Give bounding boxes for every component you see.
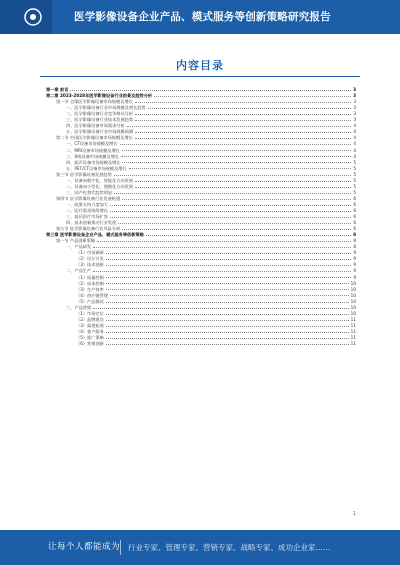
toc-leader-dots [106,277,352,278]
toc-entry-text: 一、医学影像设备行业市场规模及增长趋势 [66,105,146,111]
toc-entry-page: 11 [350,322,356,328]
toc-entry-page: 5 [353,189,356,195]
toc-entry-page: 10 [350,304,356,310]
toc-leader-dots [70,90,351,91]
toc-leader-dots [106,338,349,339]
toc-entry-text: （2）成本控制 [76,280,104,286]
toc-leader-dots [122,162,351,163]
toc-entry-text: 四、超声设备市场规模及增长 [66,159,121,165]
toc-entry-text: 三、基层医疗市场扩容 [66,214,108,220]
toc-entry-text: （6）营销创新 [76,341,104,347]
toc-leader-dots [120,144,352,145]
toc-leader-dots [93,308,349,309]
toc-entry-text: 三、X线设备市场规模及增长 [66,153,120,159]
toc-leader-dots [135,181,351,182]
toc-leader-dots [110,217,351,218]
toc-leader-dots [106,302,349,303]
toc-entry-text: （1）市场调研 [76,250,104,256]
toc-entry-text: （4）供应链管理 [76,292,108,298]
toc-entry-text: （5）推广策略 [76,334,104,340]
toc-entry-text: 第三章 医学影像设备企业产品、模式服务等创新策略 [46,232,144,238]
toc-entry[interactable] [46,340,356,346]
toc-entry-page: 10 [350,280,356,286]
toc-entry-text: （2）设计开发 [76,256,104,262]
toc-entry-page: 6 [353,220,356,226]
toc-entry-text: （3）渠道拓展 [76,322,104,328]
title-divider [40,76,360,77]
toc-entry-page: 3 [353,93,356,99]
toc-entry-text: 二、产品生产 [66,268,92,274]
toc-leader-dots [106,344,349,345]
footer-tagline: 行业专家、管理专家、营销专家、战略专家、成功企业家…… [128,543,331,552]
toc-leader-dots [135,114,351,115]
toc-entry-page: 3 [353,105,356,111]
toc-leader-dots [110,211,351,212]
toc-entry-text: 一、政策支持力度加大 [66,201,108,207]
logo-icon [24,8,42,26]
toc-leader-dots [114,175,352,176]
toc-leader-dots [106,289,349,290]
toc-entry-text: 三、医学影像设备行业技术发展趋势 [66,117,134,123]
toc-entry-page: 8 [353,232,356,238]
table-of-contents [46,86,356,346]
toc-leader-dots [135,120,351,121]
toc-title: 内容目录 [176,59,224,72]
toc-leader-dots [135,138,352,139]
toc-entry-page: 5 [353,165,356,171]
toc-entry-page: 6 [353,207,356,213]
header-bar [0,0,400,34]
toc-leader-dots [93,247,351,248]
toc-leader-dots [129,168,352,169]
toc-entry-page: 9 [353,256,356,262]
toc-leader-dots [106,253,352,254]
toc-entry-page: 10 [350,292,356,298]
toc-entry-page: 5 [353,171,356,177]
toc-entry-page: 11 [350,328,356,334]
toc-entry-text: 第二节 中国医学影像设备市场规模及增长 [56,135,133,141]
toc-leader-dots [121,156,351,157]
toc-entry-page: 9 [353,262,356,268]
toc-entry-page: 4 [353,153,356,159]
toc-entry-page: 10 [350,310,356,316]
toc-leader-dots [146,235,351,236]
toc-leader-dots [106,265,352,266]
toc-entry-page: 4 [353,129,356,135]
toc-leader-dots [154,96,351,97]
page-number: 1 [352,511,356,517]
toc-leader-dots [148,108,352,109]
toc-entry-text: 第三节 医学影像设备发展趋势 [56,171,112,177]
toc-entry-page: 5 [353,183,356,189]
toc-entry-text: 第五节 医学影像设备行业风险分析 [56,226,121,232]
toc-entry-text: （1）市场定位 [76,310,104,316]
toc-entry-page: 6 [353,195,356,201]
toc-entry-text: 一、产品研发 [66,244,92,250]
toc-entry-text: 第四节 医学影像设备行业发展机遇 [56,195,121,201]
toc-entry-page: 10 [350,298,356,304]
toc-entry-text: 二、MRI设备市场规模及增长 [66,147,120,153]
toc-entry-page: 8 [353,244,356,250]
toc-entry-page: 3 [353,87,356,93]
toc-leader-dots [118,223,351,224]
toc-entry-text: 二、医学影像设备行业竞争格局分析 [66,111,134,117]
toc-entry-text: 二、设备向小型化、便携化方向发展 [66,183,134,189]
footer-bar [0,530,400,565]
toc-entry-text: 一、设备向数字化、智能化方向发展 [66,177,134,183]
toc-entry-page: 3 [353,99,356,105]
toc-entry-page: 6 [353,226,356,232]
toc-entry-text: 三、国产化替代趋势明显 [66,189,113,195]
toc-entry-text: 一、CT设备市场规模及增长 [66,141,118,147]
toc-entry-page: 4 [353,147,356,153]
toc-entry-page: 10 [350,286,356,292]
toc-entry-page: 9 [353,250,356,256]
toc-entry-page: 11 [350,316,356,322]
toc-entry-text: 第一章 前言 [46,87,69,93]
toc-entry-page: 4 [353,141,356,147]
toc-leader-dots [122,150,352,151]
toc-leader-dots [106,320,349,321]
toc-leader-dots [122,229,351,230]
toc-leader-dots [106,283,349,284]
toc-entry-page: 6 [353,201,356,207]
toc-entry-text: （1）质量控制 [76,274,104,280]
toc-entry-text: （3）技术创新 [76,262,104,268]
toc-entry-text: （3）生产效率 [76,286,104,292]
toc-leader-dots [110,205,351,206]
toc-leader-dots [106,259,352,260]
toc-entry-text: （2）品牌建设 [76,316,104,322]
toc-entry-text: 第二章 2023-2028年医学影像设备行业前景及趋势分析 [46,93,153,99]
toc-entry-page: 9 [353,268,356,274]
toc-entry-page: 3 [353,117,356,123]
toc-entry-text: （4）客户服务 [76,328,104,334]
toc-entry-page: 5 [353,159,356,165]
toc-leader-dots [106,326,349,327]
toc-leader-dots [97,241,351,242]
toc-entry-text: 第一节 全球医学影像设备市场规模及增长 [56,99,133,105]
toc-leader-dots [135,187,351,188]
toc-entry-page: 11 [350,341,356,347]
toc-entry-text: 四、技术创新推动行业发展 [66,220,117,226]
toc-entry-text: 四、医学影像设备市场需求分析 [66,123,125,129]
toc-entry-page: 5 [353,177,356,183]
toc-leader-dots [106,332,349,333]
toc-entry-page: 4 [353,135,356,141]
toc-leader-dots [114,193,351,194]
toc-leader-dots [93,271,351,272]
footer-slogan: 让每个人都能成为 [48,542,121,552]
toc-entry-page: 4 [353,123,356,129]
toc-leader-dots [122,199,351,200]
toc-leader-dots [110,295,349,296]
toc-entry-text: 五、PET/CT设备市场规模及增长 [66,165,127,171]
toc-entry-text: 三、产品营销 [66,304,92,310]
toc-entry-page: 9 [353,274,356,280]
report-title: 医学影像设备企业产品、模式服务等创新策略研究报告 [74,11,331,23]
toc-entry-text: 第一节 产品创新策略 [56,238,96,244]
toc-leader-dots [135,102,352,103]
toc-entry-text: （5）产品测试 [76,298,104,304]
toc-entry-text: 二、医疗需求持续增长 [66,207,108,213]
toc-leader-dots [106,314,349,315]
toc-entry-page: 6 [353,214,356,220]
toc-entry-page: 11 [350,334,356,340]
toc-entry-text: 五、医学影像设备行业市场规模预测 [66,129,134,135]
toc-leader-dots [135,132,351,133]
toc-entry-page: 3 [353,111,356,117]
footer-divider [120,540,121,555]
toc-leader-dots [127,126,352,127]
toc-entry-page: 8 [353,238,356,244]
